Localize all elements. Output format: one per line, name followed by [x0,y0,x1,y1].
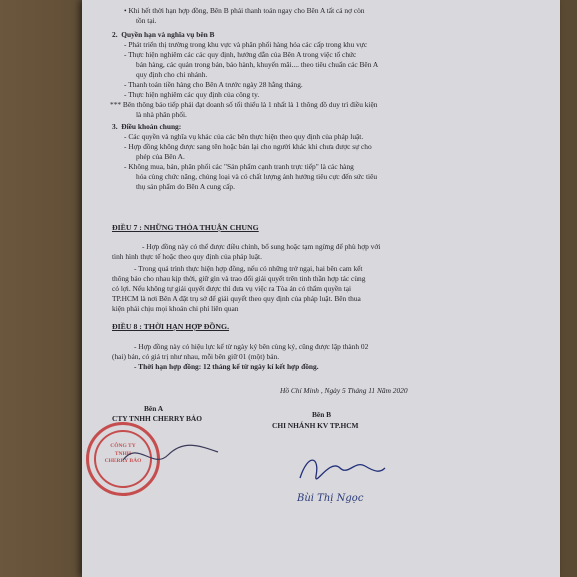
text-line: - Phát triển thị trường trong khu vực và phân phối hàng hóa các cấp trong khu vực [124,40,368,49]
text-line: có lợi. Nếu không tự giải quyết được thì đưa vụ việc ra Tòa án có thẩm quyền tại [112,284,352,293]
party-b-label: Bên B [312,410,332,419]
text-line: - Hợp đồng không được sang tên hoặc bán lại cho người khác khi chưa được sự cho [124,142,372,151]
text-line: quy định cho chi nhánh. [136,70,208,79]
article-7-heading: ĐIỀU 7 : NHỮNG THỎA THUẬN CHUNG [112,223,259,232]
text-line: - Hợp đồng này có hiệu lực kể từ ngày ký bên cùng ký, cũng được lập thành 02 [134,342,369,351]
text-line: tình hình thực tế hoặc theo quy định của pháp luật. [112,252,262,261]
text-line: - Thực hiện nghiêm các quy định của công ty. [124,90,260,99]
section-heading-2: 2. Quyền hạn và nghĩa vụ bên B [112,30,215,39]
text-line: - Thực hiện nghiêm các các quy định, hướng dẫn của Bên A trong việc tổ chức [124,50,357,59]
article-8-heading: ĐIỀU 8 : THỜI HẠN HỢP ĐỒNG. [112,322,230,331]
party-a-label: Bên A [144,404,164,413]
section-heading-3: 3. Điều khoản chung: [112,122,182,131]
text-line: thụ sản phẩm do Bên A cung cấp. [136,182,235,191]
party-b-company: CHI NHÁNH KV TP.HCM [272,421,359,430]
text-line: - Trong quá trình thực hiện hợp đồng, nếu có những trở ngại, hai bên cam kết [134,264,363,273]
text-line: - Không mua, bán, phân phối các "Sản phẩm cạnh tranh trực tiếp" là các hàng [124,162,354,171]
text-line: - Thanh toán tiền hàng cho Bên A trước ngày 28 hằng tháng. [124,80,303,89]
text-line: (hai) bản, có giá trị như nhau, mỗi bên giữ 01 (một) bản. [112,352,280,361]
text-line: hóa cùng chức năng, chủng loại và có chất lượng ảnh hưởng tiêu cực đến sức tiêu [136,172,378,181]
text-line: là nhà phân phối. [136,110,187,119]
text-line: phép của Bên A. [136,152,185,161]
party-a-company: CTY TNHH CHERRY BẢO [112,414,203,423]
text-line: • Khi hết thời hạn hợp đồng, Bên B phải thanh toán ngay cho Bên A tất cả nợ còn [124,6,365,15]
text-line: bán hàng, các quản trong bán, bảo hành, khuyến mãi.... theo tiêu chuẩn các Bên A [136,60,379,69]
party-b-signature [290,448,390,493]
stamp-text: CÔNG TY TNHH CHERRY BẢO [104,443,142,465]
date-line: Hồ Chí Minh , Ngày 5 Tháng 11 Năm 2020 [280,386,408,395]
text-line: TP.HCM là nơi Bên A đặt trụ sở để giải quyết theo quy định của pháp luật. Bên thua [112,294,361,303]
text-line: *** Bên thông báo tiếp phải đạt doanh số tối thiểu là 1 nhất là 1 thông đồ duy trì điều kiện [110,100,378,109]
text-line: - Thời hạn hợp đồng: 12 tháng kể từ ngày kí kết hợp đồng. [134,362,319,371]
text-line: kiện phải chịu mọi khoản chi phí liên quan [112,304,239,313]
party-b-signer-name: Bùi Thị Ngọc [297,493,364,504]
party-a-signature [118,430,228,480]
text-line: - Các quyền và nghĩa vụ khác của các bên thực hiện theo quy định của pháp luật. [124,132,364,141]
text-line: tồn tại. [136,16,157,25]
text-line: - Hợp đồng này có thể được điều chỉnh, bổ sung hoặc tạm ngừng để phù hợp với [142,242,381,251]
text-line: thông báo cho nhau kịp thời, giữ gìn và trao đổi giải quyết trên tinh thần hợp tác cùng [112,274,366,283]
